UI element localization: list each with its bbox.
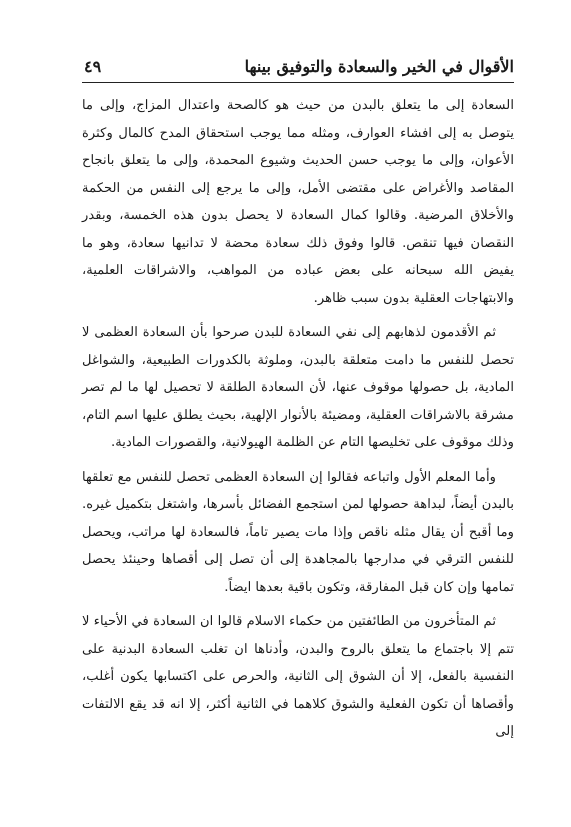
paragraph-4: ثم المتأخرون من الطائفتين من حكماء الاسلام قالوا ان السعادة في الأحياء لا تتم إلا باجتماع ما يتعلق بالروح والبدن، وأدناها ان تغلب السعادة البدنية على النفسية بالفعل، إلا أن الشوق إلى الثانية، والحرص على اكتسابها يكون أغلب، وأقصاها أن تكون الفعلية والشوق كلاهما في الثانية أكثر، إلا انه قد يقع الالتفات إلى: [82, 614, 514, 739]
page-header: [82, 48, 514, 80]
paragraph-1: السعادة إلى ما يتعلق بالبدن من حيث هو كالصحة واعتدال المزاج، وإلى ما يتوصل به إلى افشاء العوارف، ومثله مما يوجب استحقاق المدح كالمال وكثرة الأعوان، وإلى ما يوجب حسن الحديث وشيوع المحمدة، وإلى ما يتعلق بانجاح المقاصد والأغراض على مقتضى الأمل، وإلى ما يرجع إلى النفس من الحكمة والأخلاق المرضية. وقالوا كمال السعادة لا يحصل بدون هذه الخمسة، وبقدر النقصان فيها تنقص. قالوا وفوق ذلك سعادة محضة لا تدانيها سعادة، وهو ما يفيض الله سبحانه على بعض عباده من المواهب، والاشراقات العلمية، والابتهاجات العقلية بدون سبب ظاهر.: [82, 98, 514, 306]
page-number: ٤٩: [84, 57, 102, 76]
body-text: [82, 92, 514, 746]
header-divider: [82, 82, 514, 83]
paragraph-2: ثم الأقدمون لذهابهم إلى نفي السعادة للبدن صرحوا بأن السعادة العظمى لا تحصل للنفس ما دامت متعلقة بالبدن، وملوثة بالكدورات الطبيعية، والشواغل المادية، بل حصولها موقوف عنها، لأن السعادة الطلقة لا تحصيل لها ما لم تصر مشرقة بالاشراقات العقلية، ومضيئة بالأنوار الإلهية، بحيث يطلق عليها اسم التام، وذلك موقوف على تخليصها التام عن الظلمة الهيولانية، والقصورات المادية.: [82, 325, 514, 450]
paragraph-3: وأما المعلم الأول واتباعه فقالوا إن السعادة العظمى تحصل للنفس مع تعلقها بالبدن أيضاً، لبداهة حصولها لمن استجمع الفضائل بأسرها، واشتغل بتكميل غيره. وما أقبح أن يقال مثله ناقص وإذا مات يصير تاماً، فالسعادة لها مراتب، ويحصل للنفس الترقي في مدارجها بالمجاهدة إلى أن تصل إلى أقصاها وحينئذ يحصل تمامها وإن كان قبل المفارقة، وتكون باقية بعدها ايضاً.: [82, 469, 514, 595]
running-title: الأقوال في الخير والسعادة والتوفيق بينها: [244, 57, 514, 76]
